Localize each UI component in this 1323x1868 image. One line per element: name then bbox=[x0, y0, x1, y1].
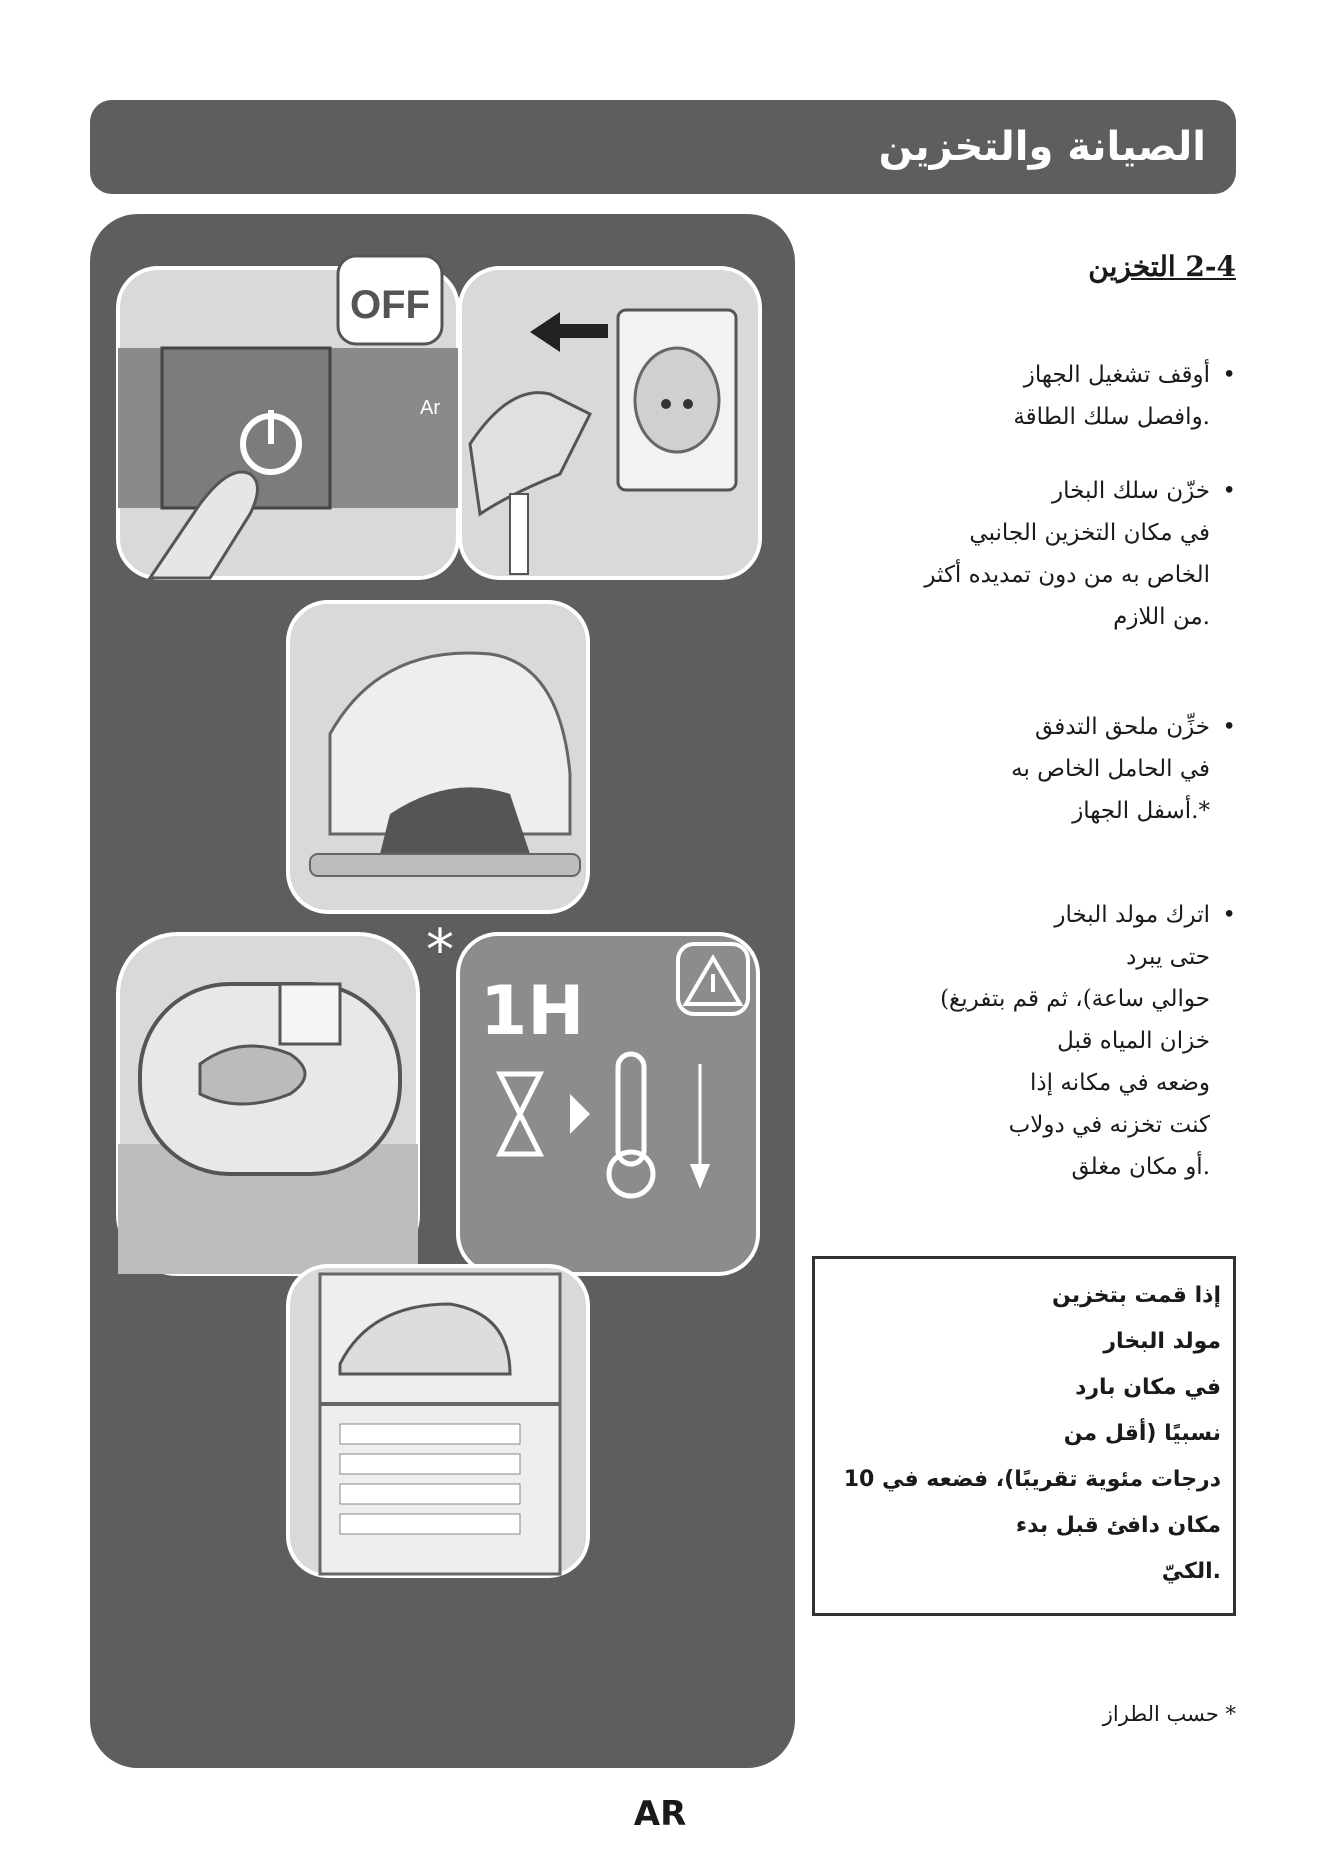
page-language-code: AR bbox=[633, 1794, 687, 1834]
notice-box: إذا قمت بتخزين مولد البخار في مكان بارد نسبيًا (أقل من درجات مئوية تقريبًا)، فضعه في 10 مكان دافئ قبل بدء .الكيّ bbox=[812, 1256, 1236, 1616]
cord-storage-illustration bbox=[288, 602, 588, 912]
bullet-item: • خزِّن ملحق التدفق في الحامل الخاص به *.أسفل الجهاز bbox=[1011, 714, 1236, 824]
button-partial-text: Ar bbox=[420, 397, 440, 419]
illustrations-svg bbox=[90, 214, 795, 1768]
footnote: * حسب الطراز bbox=[1102, 1702, 1236, 1726]
unplug-illustration bbox=[460, 268, 760, 578]
power-off-illustration bbox=[118, 256, 458, 578]
asterisk-mark: * bbox=[426, 918, 454, 983]
off-label: OFF bbox=[350, 283, 430, 327]
cool-down-illustration bbox=[458, 934, 758, 1274]
bullet-item: • اترك مولد البخار حتى يبرد حوالي ساعة)، ثم قم بتفريغ) خزان المياه قبل وضعه في مكانه إذا كنت تخزنه في دولاب .أو مكان مغلق bbox=[940, 902, 1236, 1180]
header-bar bbox=[90, 100, 1236, 194]
bullet-item: • خزّن سلك البخار في مكان التخزين الجانبي الخاص به من دون تمديده أكثر .من اللازم bbox=[924, 478, 1236, 630]
bullet-item: • أوقف تشغيل الجهاز .وافصل سلك الطاقة bbox=[1013, 362, 1236, 430]
duration-label: 1H bbox=[480, 972, 585, 1051]
section-heading: 2-4 التخزين bbox=[1088, 250, 1236, 283]
content-column bbox=[812, 250, 1236, 293]
illustration-panel bbox=[90, 214, 795, 1768]
base-accessory-illustration bbox=[118, 934, 418, 1274]
page-title: الصيانة والتخزين bbox=[878, 124, 1206, 170]
cupboard-storage-illustration bbox=[288, 1266, 588, 1576]
